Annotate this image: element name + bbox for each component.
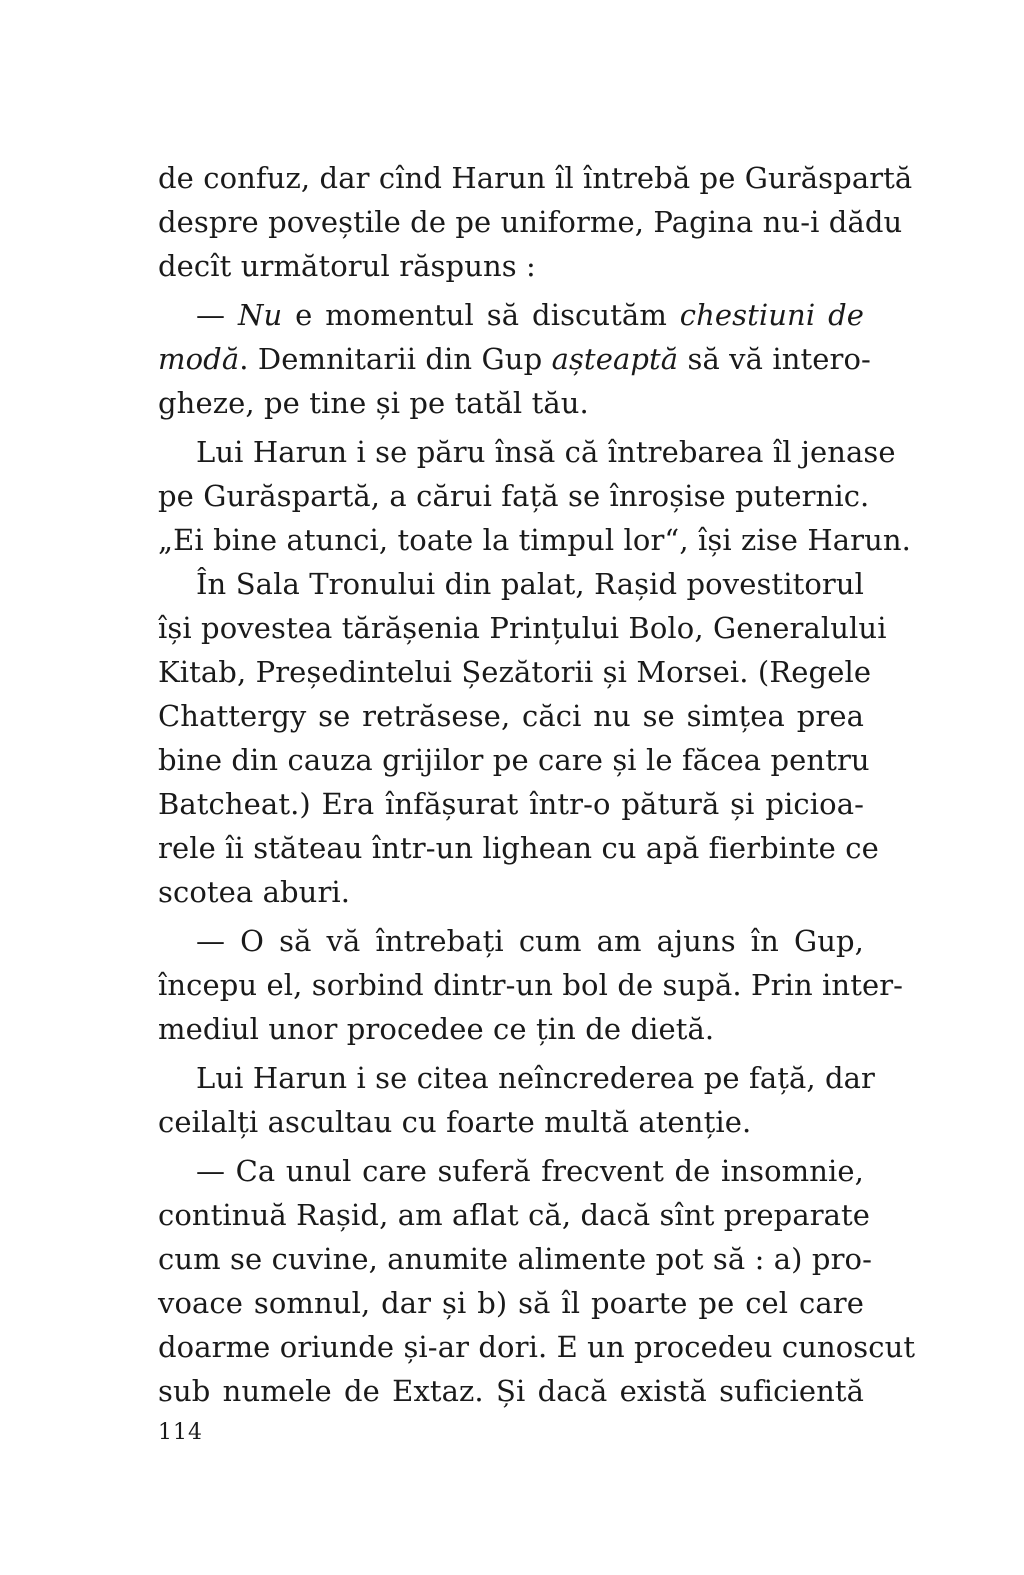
text-span: să vă intero- xyxy=(678,342,871,376)
text-line: voace somnul, dar și b) să îl poarte pe cel care xyxy=(158,1286,864,1320)
text-line: gheze, pe tine și pe tatăl tău. xyxy=(158,386,589,420)
text-line: scotea aburi. xyxy=(158,875,351,909)
text-line: Lui Harun i se citea neîncrederea pe față, dar xyxy=(196,1061,876,1095)
text-line: își povestea tărășenia Prințului Bolo, Generalului xyxy=(158,611,887,645)
text-line: ceilalți ascultau cu foarte multă atenție. xyxy=(158,1105,752,1139)
italic-text: așteaptă xyxy=(551,342,679,376)
text-line: doarme oriunde și-ar dori. E un procedeu cunoscut xyxy=(158,1330,916,1364)
text-line xyxy=(158,337,871,381)
dash: — xyxy=(196,298,238,332)
text-line: despre poveștile de pe uniforme, Pagina nu-i dădu xyxy=(158,205,903,239)
italic-text: chestiuni de xyxy=(679,298,864,332)
text-line: În Sala Tronului din palat, Rașid povestitorul xyxy=(196,567,864,601)
text-line: Batcheat.) Era înfășurat într-o pătură și picioa- xyxy=(158,787,864,821)
body-text xyxy=(158,156,916,1413)
text-line xyxy=(158,293,864,337)
text-line: — O să vă întrebați cum am ajuns în Gup, xyxy=(196,924,864,958)
text-line: cum se cuvine, anumite alimente pot să : a) pro- xyxy=(158,1242,872,1276)
text-line: „Ei bine atunci, toate la timpul lor“, își zise Harun. xyxy=(158,523,911,557)
text-line: — Ca unul care suferă frecvent de insomnie, xyxy=(196,1154,864,1188)
text-line: continuă Rașid, am aflat că, dacă sînt preparate xyxy=(158,1198,871,1232)
text-line: rele îi stăteau într-un lighean cu apă fierbinte ce xyxy=(158,831,879,865)
text-line: mediul unor procedee ce țin de dietă. xyxy=(158,1012,715,1046)
text-line: Lui Harun i se păru însă că întrebarea îl jenase xyxy=(196,435,896,469)
text-line: de confuz, dar cînd Harun îl întrebă pe Gurăspartă xyxy=(158,161,913,195)
italic-text: Nu xyxy=(237,298,283,332)
text-line: începu el, sorbind dintr-un bol de supă. Prin inter- xyxy=(158,968,904,1002)
text-span: . Demnitarii din Gup xyxy=(239,342,552,376)
text-line: decît următorul răspuns : xyxy=(158,249,536,283)
text-line: Chattergy se retrăsese, căci nu se simțea prea xyxy=(158,699,864,733)
text-span: e momentul să discutăm xyxy=(282,298,680,332)
italic-text: modă xyxy=(158,342,240,376)
text-line: Kitab, Președintelui Șezătorii și Morsei. (Regele xyxy=(158,655,872,689)
page-number: 114 xyxy=(158,1420,203,1445)
text-line: pe Gurăspartă, a cărui față se înroșise puternic. xyxy=(158,479,870,513)
text-line: bine din cauza grijilor pe care și le făcea pentru xyxy=(158,743,870,777)
text-line: sub numele de Extaz. Și dacă există suficientă xyxy=(158,1374,864,1408)
